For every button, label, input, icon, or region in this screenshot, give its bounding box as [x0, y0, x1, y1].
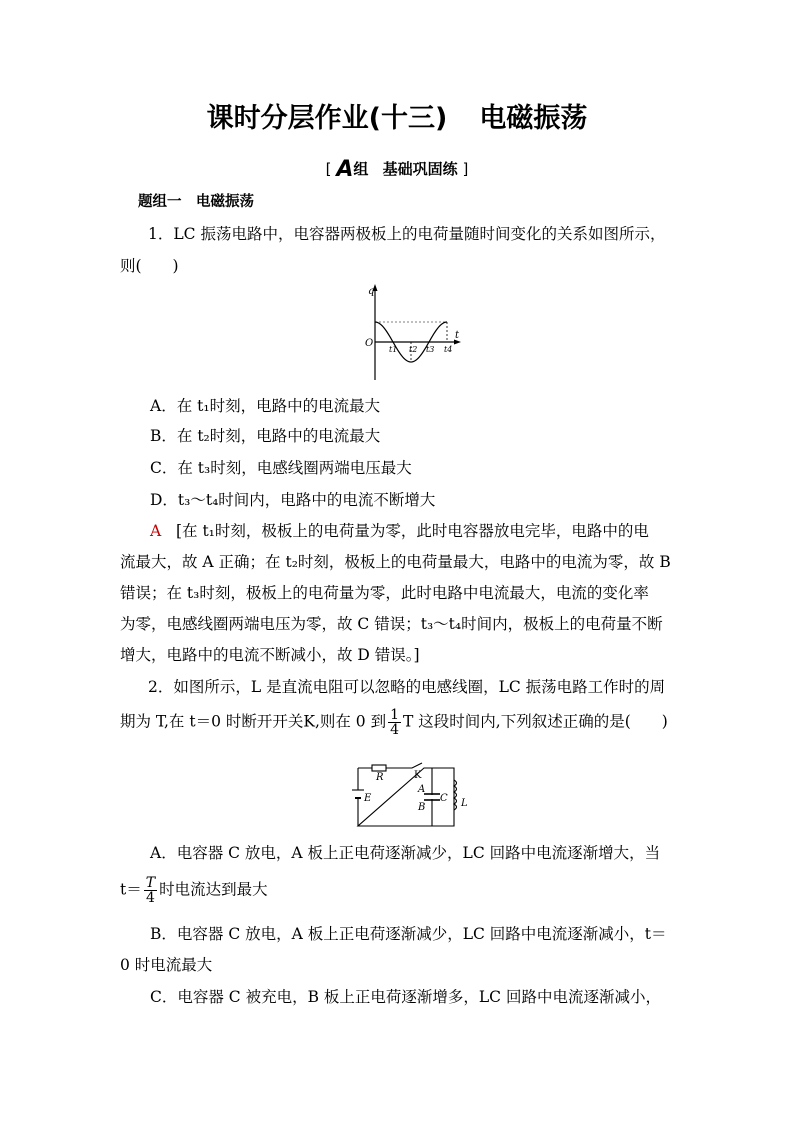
- t4-label: t4: [444, 345, 453, 354]
- q1-stem-line2: 则( ): [120, 257, 179, 275]
- origin-label: O: [365, 338, 374, 349]
- title-main: 课时分层作业(十三): [206, 103, 448, 134]
- group-badge: A: [336, 157, 354, 182]
- q2-opta-pre: t＝: [120, 880, 142, 899]
- label-L: L: [461, 798, 468, 809]
- section-heading: 题组一 电磁振荡: [138, 194, 254, 210]
- group-label: 组: [353, 160, 369, 178]
- q2-option-a-line1: A．电容器 C 放电，A 板上正电荷逐渐减少，LC 回路中电流逐渐增大，当: [150, 844, 661, 862]
- q2-opta-post: 时电流达到最大: [159, 880, 268, 899]
- group-name: 基础巩固练: [382, 160, 458, 178]
- q2-option-c-line1: C．电容器 C 被充电，B 板上正电荷逐渐增多，LC 回路中电流逐渐减小，: [150, 988, 661, 1006]
- page-title: [0, 96, 794, 135]
- q1-answer: A: [150, 522, 162, 540]
- q1-option-b: B．在 t₂时刻，电路中的电流最大: [150, 427, 381, 445]
- label-K: K: [414, 770, 422, 781]
- t-label: t: [455, 330, 460, 341]
- capacitor-gap: [430, 795, 434, 799]
- q1-option-c: C．在 t₃时刻，电感线圈两端电压最大: [150, 459, 412, 477]
- q1-expl-1: [在 t₁时刻，极板上的电荷量为零，此时电容器放电完毕，电路中的电: [175, 522, 649, 540]
- q2-circuit: [352, 754, 472, 834]
- label-R: R: [376, 772, 384, 783]
- q2-stem-pre: 期为 T,在 t＝0 时断开开关K,则在 0 到: [120, 712, 387, 731]
- q1-explanation-line5: 增大，电路中的电流不断减小，故 D 错误。]: [120, 646, 420, 664]
- q1-explanation-line2: 流最大，故 A 正确；在 t₂时刻，极板上的电荷量最大，电路中的电流为零，故 B: [120, 553, 671, 571]
- q2-option-a-line2: [120, 876, 268, 905]
- q2-option-b-line2: 0 时电流最大: [120, 956, 213, 974]
- q1-explanation-line4: 为零，电感线圈两端电压为零，故 C 错误；t₃～t₄时间内，极板上的电荷量不断: [120, 615, 663, 633]
- frac-numerator: 1: [390, 707, 400, 723]
- opta-denominator: 4: [145, 890, 155, 906]
- q2-option-b-line1: B．电容器 C 放电，A 板上正电荷逐渐减少，LC 回路中电流逐渐减小，t＝: [150, 925, 667, 943]
- label-E: E: [364, 793, 372, 804]
- title-topic: 电磁振荡: [479, 103, 588, 134]
- q2-stem-post: T 这段时间内,下列叙述正确的是( ): [403, 712, 668, 731]
- resistor: [372, 765, 386, 771]
- bracket-close: ]: [462, 160, 469, 178]
- q1-explanation-line1: [150, 521, 649, 541]
- t2-label: t2: [409, 345, 418, 354]
- q1-explanation-line3: 错误；在 t₃时刻，极板上的电荷量为零，此时电路中电流最大，电流的变化率: [120, 584, 649, 602]
- t3-label: t3: [426, 345, 435, 354]
- q1-option-a: A．在 t₁时刻，电路中的电流最大: [150, 397, 381, 415]
- frac-denominator: 4: [390, 722, 400, 738]
- bracket-open: [: [325, 160, 332, 178]
- q2-stem-line1: 2．如图所示，L 是直流电阻可以忽略的电感线圈，LC 振荡电路工作时的周: [148, 678, 666, 696]
- q1-stem-line1: 1．LC 振荡电路中，电容器两极板上的电荷量随时间变化的关系如图所示，: [148, 225, 666, 243]
- label-C: C: [440, 793, 448, 804]
- label-B: B: [418, 802, 426, 813]
- opta-numerator: T: [145, 875, 156, 891]
- label-A: A: [418, 784, 426, 795]
- t1-label: t1: [389, 345, 398, 354]
- q2-stem-line2: [120, 708, 668, 737]
- q2-opta-fraction: [144, 876, 157, 905]
- group-header: [0, 157, 794, 182]
- q-label: q: [368, 286, 375, 297]
- q2-fraction: [388, 708, 401, 737]
- q1-option-d: D．t₃～t₄时间内，电路中的电流不断增大: [150, 491, 436, 509]
- q1-graph: [362, 282, 462, 382]
